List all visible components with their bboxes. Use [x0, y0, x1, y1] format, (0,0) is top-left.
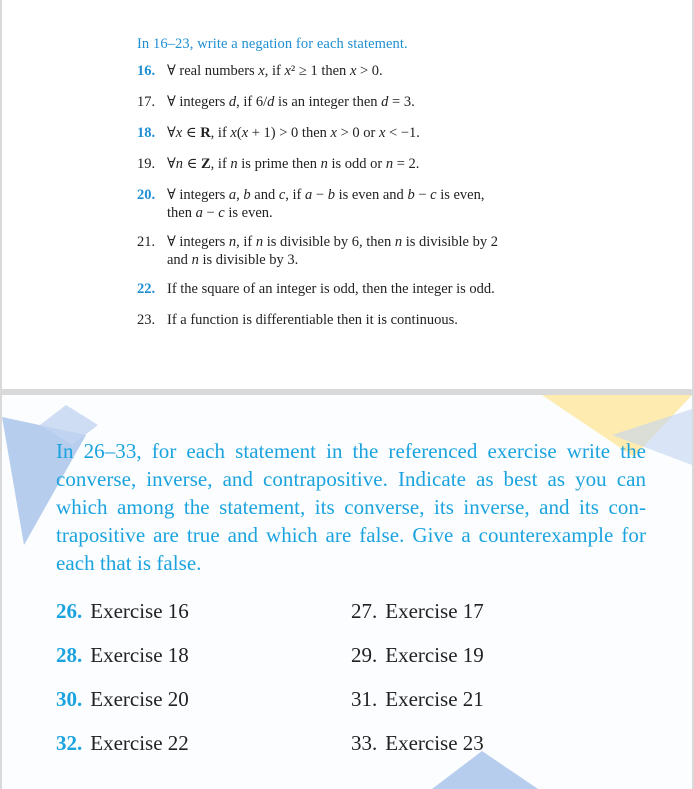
reference-row — [56, 677, 646, 721]
exercise-reference: Exercise 17 — [385, 598, 484, 623]
exercise-number: 20. — [137, 187, 156, 203]
exercise-reference: Exercise 19 — [385, 642, 484, 667]
exercise-statement: ∀ integers d, if 6/d is an integer then d = 3. — [167, 94, 415, 110]
exercise-28 — [56, 643, 351, 668]
converse-exercises — [56, 437, 646, 765]
converse-instructions: In 26–33, for each statement in the referenced exercise write the converse, inverse, and contrapositive. Indicate as best as you can which among the statement, its converse, its inverse, and its con-trapositive are true and which are false. Give a counterexample for each that is false. — [56, 439, 646, 575]
exercise-reference: Exercise 22 — [90, 730, 189, 755]
exercise-number: 29. — [351, 642, 378, 667]
reference-row — [56, 589, 646, 633]
exercise-19 — [137, 155, 567, 173]
exercise-21 — [137, 233, 567, 269]
exercise-18 — [137, 124, 567, 142]
exercise-reference: Exercise 23 — [385, 730, 484, 755]
exercise-16 — [137, 62, 567, 80]
exercise-27 — [351, 599, 646, 624]
exercise-29 — [351, 643, 646, 668]
exercise-30 — [56, 687, 351, 712]
exercise-number: 19. — [137, 156, 156, 172]
exercise-number: 17. — [137, 94, 156, 110]
exercise-reference: Exercise 21 — [385, 686, 484, 711]
reference-row — [56, 633, 646, 677]
exercise-number: 26. — [56, 598, 83, 623]
exercise-23 — [137, 311, 567, 329]
exercise-statement: ∀x ∈ R, if x(x + 1) > 0 then x > 0 or x < −1. — [167, 125, 420, 141]
exercise-number: 18. — [137, 125, 156, 141]
exercise-31 — [351, 687, 646, 712]
bottom-page-panel — [2, 395, 692, 789]
exercise-number: 31. — [351, 686, 378, 711]
exercise-statement: ∀ integers a, b and c, if a − b is even and b − c is even, then a − c is even. — [167, 187, 485, 221]
exercise-number: 30. — [56, 686, 83, 711]
exercise-number: 21. — [137, 234, 156, 250]
exercise-statement: ∀ real numbers x, if x² ≥ 1 then x > 0. — [167, 63, 383, 79]
exercise-number: 16. — [137, 63, 156, 79]
exercise-statement: If the square of an integer is odd, then the integer is odd. — [167, 281, 495, 297]
exercise-reference: Exercise 18 — [90, 642, 189, 667]
exercise-statement: ∀n ∈ Z, if n is prime then n is odd or n = 2. — [167, 156, 420, 172]
exercise-20 — [137, 186, 567, 222]
exercise-reference: Exercise 20 — [90, 686, 189, 711]
exercise-number: 33. — [351, 730, 378, 755]
exercise-number: 28. — [56, 642, 83, 667]
exercise-reference: Exercise 16 — [90, 598, 189, 623]
exercise-reference-grid — [56, 589, 646, 765]
exercise-statement: ∀ integers n, if n is divisible by 6, then n is divisible by 2 and n is divisible by 3. — [167, 234, 498, 268]
negation-exercises — [137, 36, 567, 342]
exercise-17 — [137, 93, 567, 111]
exercise-33 — [351, 731, 646, 756]
exercise-number: 23. — [137, 312, 156, 328]
exercise-32 — [56, 731, 351, 756]
exercise-number: 27. — [351, 598, 378, 623]
exercise-22 — [137, 280, 567, 298]
exercise-number: 22. — [137, 281, 156, 297]
exercise-statement: If a function is differentiable then it is continuous. — [167, 312, 458, 328]
exercise-26 — [56, 599, 351, 624]
reference-row — [56, 721, 646, 765]
top-page-panel — [2, 0, 692, 389]
exercise-number: 32. — [56, 730, 83, 755]
negation-instructions: In 16–23, write a negation for each statement. — [137, 36, 408, 52]
